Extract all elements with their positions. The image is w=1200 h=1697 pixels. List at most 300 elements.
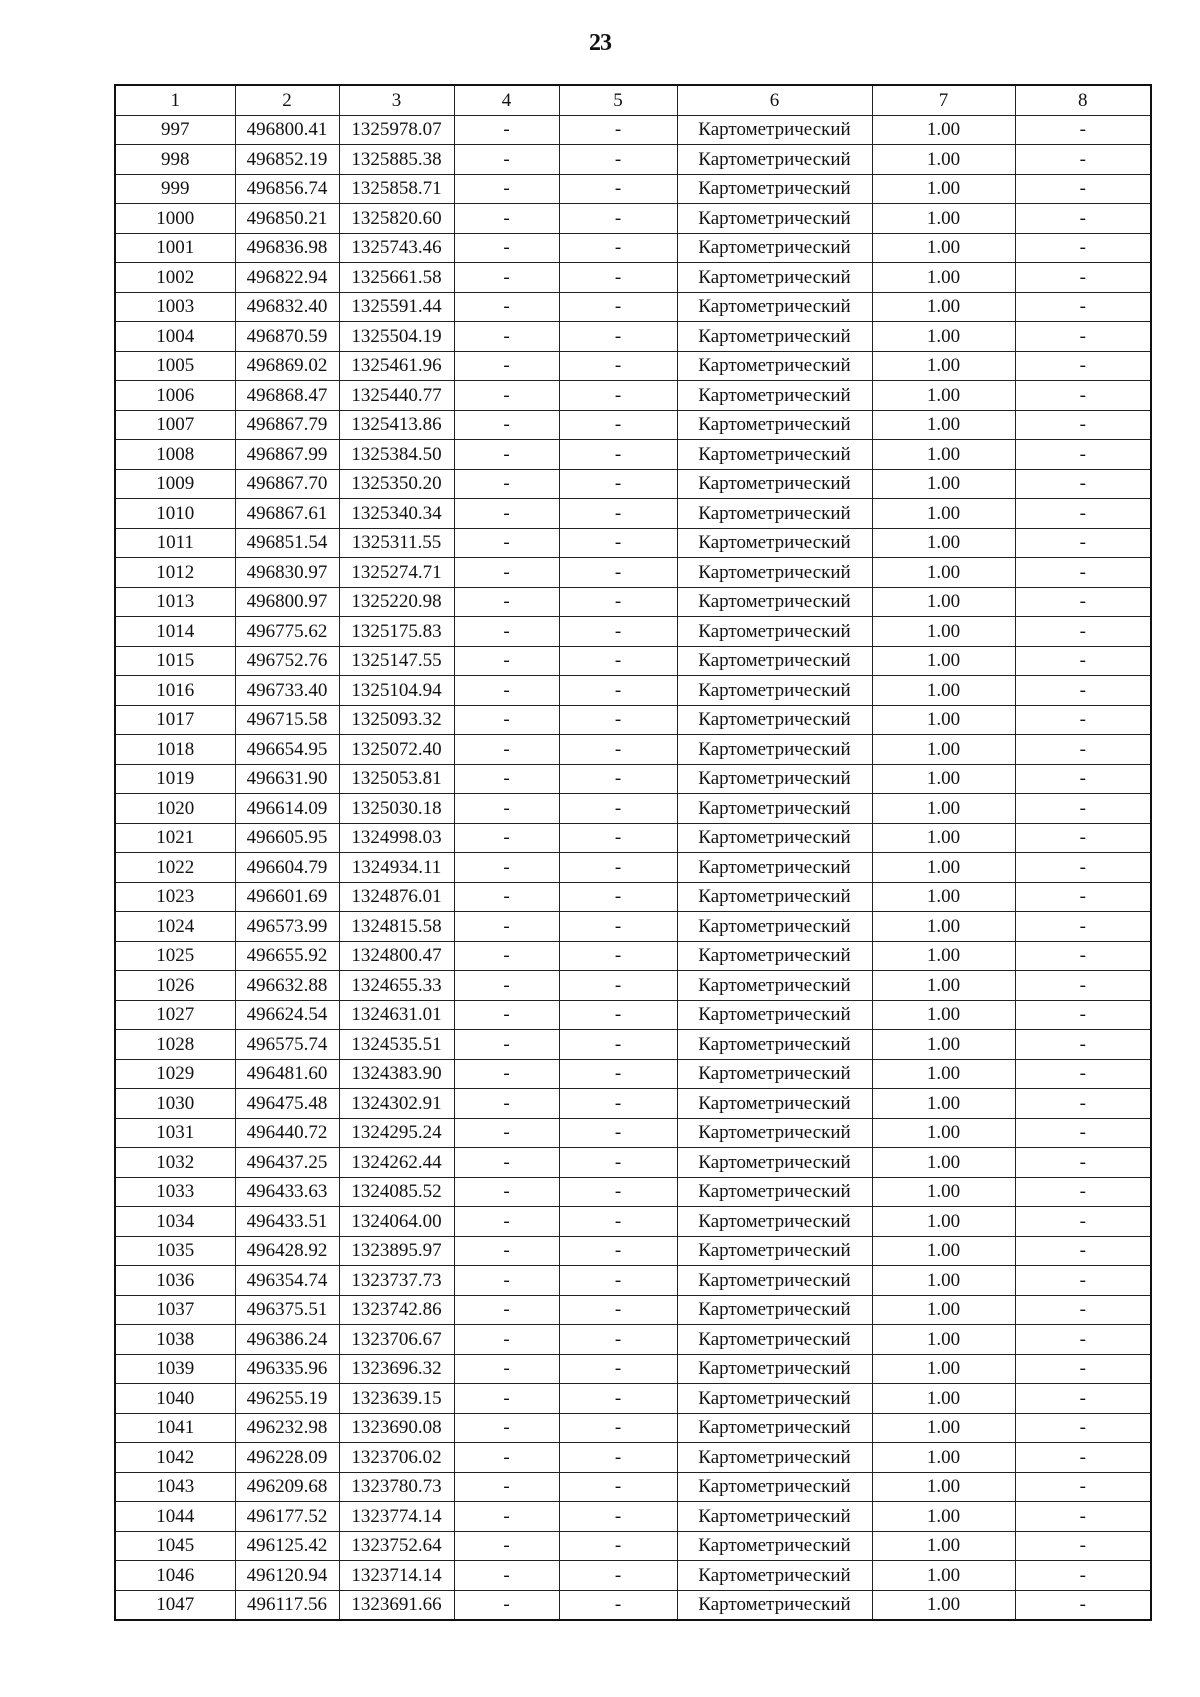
- col4-cell: -: [454, 528, 559, 558]
- point-number-cell: 1032: [115, 1148, 235, 1178]
- point-number-cell: 1002: [115, 263, 235, 293]
- accuracy-cell: 1.00: [872, 823, 1015, 853]
- point-number-cell: 1016: [115, 676, 235, 706]
- table-row: [115, 646, 1151, 676]
- method-cell: Картометрический: [677, 853, 872, 883]
- y-coordinate-cell: 1325093.32: [339, 705, 454, 735]
- x-coordinate-cell: 496433.51: [235, 1207, 339, 1237]
- x-coordinate-cell: 496604.79: [235, 853, 339, 883]
- y-coordinate-cell: 1324815.58: [339, 912, 454, 942]
- col8-cell: -: [1015, 351, 1151, 381]
- table-row: [115, 1207, 1151, 1237]
- x-coordinate-cell: 496335.96: [235, 1354, 339, 1384]
- col8-cell: -: [1015, 1502, 1151, 1532]
- col5-cell: -: [559, 115, 677, 145]
- x-coordinate-cell: 496851.54: [235, 528, 339, 558]
- col5-cell: -: [559, 1148, 677, 1178]
- point-number-cell: 1014: [115, 617, 235, 647]
- method-cell: Картометрический: [677, 115, 872, 145]
- accuracy-cell: 1.00: [872, 410, 1015, 440]
- point-number-cell: 1037: [115, 1295, 235, 1325]
- y-coordinate-cell: 1323895.97: [339, 1236, 454, 1266]
- point-number-cell: 1017: [115, 705, 235, 735]
- accuracy-cell: 1.00: [872, 263, 1015, 293]
- x-coordinate-cell: 496120.94: [235, 1561, 339, 1591]
- y-coordinate-cell: 1325340.34: [339, 499, 454, 529]
- column-header: 5: [559, 85, 677, 115]
- col8-cell: -: [1015, 440, 1151, 470]
- method-cell: Картометрический: [677, 233, 872, 263]
- col4-cell: -: [454, 1325, 559, 1355]
- accuracy-cell: 1.00: [872, 558, 1015, 588]
- col8-cell: -: [1015, 1384, 1151, 1414]
- col4-cell: -: [454, 204, 559, 234]
- point-number-cell: 1038: [115, 1325, 235, 1355]
- point-number-cell: 1047: [115, 1590, 235, 1620]
- column-header: 4: [454, 85, 559, 115]
- point-number-cell: 1044: [115, 1502, 235, 1532]
- accuracy-cell: 1.00: [872, 1030, 1015, 1060]
- method-cell: Картометрический: [677, 617, 872, 647]
- accuracy-cell: 1.00: [872, 174, 1015, 204]
- method-cell: Картометрический: [677, 1148, 872, 1178]
- x-coordinate-cell: 496232.98: [235, 1413, 339, 1443]
- col5-cell: -: [559, 1443, 677, 1473]
- x-coordinate-cell: 496614.09: [235, 794, 339, 824]
- col8-cell: -: [1015, 1531, 1151, 1561]
- table-row: [115, 1354, 1151, 1384]
- accuracy-cell: 1.00: [872, 1354, 1015, 1384]
- col8-cell: -: [1015, 1089, 1151, 1119]
- accuracy-cell: 1.00: [872, 1236, 1015, 1266]
- y-coordinate-cell: 1325175.83: [339, 617, 454, 647]
- method-cell: Картометрический: [677, 794, 872, 824]
- method-cell: Картометрический: [677, 735, 872, 765]
- accuracy-cell: 1.00: [872, 1413, 1015, 1443]
- y-coordinate-cell: 1325885.38: [339, 145, 454, 175]
- col5-cell: -: [559, 469, 677, 499]
- col5-cell: -: [559, 381, 677, 411]
- accuracy-cell: 1.00: [872, 1148, 1015, 1178]
- y-coordinate-cell: 1325461.96: [339, 351, 454, 381]
- col4-cell: -: [454, 1148, 559, 1178]
- col4-cell: -: [454, 853, 559, 883]
- accuracy-cell: 1.00: [872, 676, 1015, 706]
- table-row: [115, 263, 1151, 293]
- point-number-cell: 1021: [115, 823, 235, 853]
- col4-cell: -: [454, 1590, 559, 1620]
- y-coordinate-cell: 1325220.98: [339, 587, 454, 617]
- accuracy-cell: 1.00: [872, 764, 1015, 794]
- x-coordinate-cell: 496870.59: [235, 322, 339, 352]
- table-row: [115, 440, 1151, 470]
- method-cell: Картометрический: [677, 823, 872, 853]
- y-coordinate-cell: 1324631.01: [339, 1000, 454, 1030]
- col4-cell: -: [454, 1030, 559, 1060]
- table-row: [115, 469, 1151, 499]
- method-cell: Картометрический: [677, 912, 872, 942]
- point-number-cell: 1045: [115, 1531, 235, 1561]
- col5-cell: -: [559, 764, 677, 794]
- col4-cell: -: [454, 941, 559, 971]
- y-coordinate-cell: 1324295.24: [339, 1118, 454, 1148]
- col4-cell: -: [454, 292, 559, 322]
- x-coordinate-cell: 496867.61: [235, 499, 339, 529]
- point-number-cell: 1022: [115, 853, 235, 883]
- col4-cell: -: [454, 1443, 559, 1473]
- col4-cell: -: [454, 1502, 559, 1532]
- col5-cell: -: [559, 322, 677, 352]
- point-number-cell: 1009: [115, 469, 235, 499]
- method-cell: Картометрический: [677, 469, 872, 499]
- table-row: [115, 941, 1151, 971]
- method-cell: Картометрический: [677, 1030, 872, 1060]
- accuracy-cell: 1.00: [872, 1443, 1015, 1473]
- x-coordinate-cell: 496852.19: [235, 145, 339, 175]
- point-number-cell: 998: [115, 145, 235, 175]
- y-coordinate-cell: 1325661.58: [339, 263, 454, 293]
- table-row: [115, 1266, 1151, 1296]
- accuracy-cell: 1.00: [872, 1384, 1015, 1414]
- col5-cell: -: [559, 853, 677, 883]
- table-row: [115, 705, 1151, 735]
- x-coordinate-cell: 496375.51: [235, 1295, 339, 1325]
- table-row: [115, 528, 1151, 558]
- col8-cell: -: [1015, 912, 1151, 942]
- point-number-cell: 1033: [115, 1177, 235, 1207]
- table-row: [115, 823, 1151, 853]
- point-number-cell: 1012: [115, 558, 235, 588]
- table-row: [115, 1472, 1151, 1502]
- accuracy-cell: 1.00: [872, 351, 1015, 381]
- col8-cell: -: [1015, 1561, 1151, 1591]
- table-row: [115, 1590, 1151, 1620]
- col5-cell: -: [559, 646, 677, 676]
- col8-cell: -: [1015, 469, 1151, 499]
- point-number-cell: 1007: [115, 410, 235, 440]
- method-cell: Картометрический: [677, 440, 872, 470]
- table-row: [115, 764, 1151, 794]
- x-coordinate-cell: 496177.52: [235, 1502, 339, 1532]
- method-cell: Картометрический: [677, 1118, 872, 1148]
- col8-cell: -: [1015, 646, 1151, 676]
- table-row: [115, 1148, 1151, 1178]
- y-coordinate-cell: 1324876.01: [339, 882, 454, 912]
- point-number-cell: 1019: [115, 764, 235, 794]
- x-coordinate-cell: 496867.99: [235, 440, 339, 470]
- col8-cell: -: [1015, 1207, 1151, 1237]
- y-coordinate-cell: 1325072.40: [339, 735, 454, 765]
- table-row: [115, 617, 1151, 647]
- col5-cell: -: [559, 528, 677, 558]
- point-number-cell: 1030: [115, 1089, 235, 1119]
- table-row: [115, 174, 1151, 204]
- point-number-cell: 1003: [115, 292, 235, 322]
- col8-cell: -: [1015, 705, 1151, 735]
- table-row: [115, 1561, 1151, 1591]
- y-coordinate-cell: 1325413.86: [339, 410, 454, 440]
- method-cell: Картометрический: [677, 410, 872, 440]
- col5-cell: -: [559, 882, 677, 912]
- table-row: [115, 587, 1151, 617]
- col8-cell: -: [1015, 971, 1151, 1001]
- col5-cell: -: [559, 705, 677, 735]
- y-coordinate-cell: 1325820.60: [339, 204, 454, 234]
- y-coordinate-cell: 1323714.14: [339, 1561, 454, 1591]
- y-coordinate-cell: 1325858.71: [339, 174, 454, 204]
- col8-cell: -: [1015, 1177, 1151, 1207]
- accuracy-cell: 1.00: [872, 853, 1015, 883]
- col8-cell: -: [1015, 322, 1151, 352]
- x-coordinate-cell: 496125.42: [235, 1531, 339, 1561]
- col8-cell: -: [1015, 1118, 1151, 1148]
- x-coordinate-cell: 496836.98: [235, 233, 339, 263]
- col5-cell: -: [559, 1030, 677, 1060]
- accuracy-cell: 1.00: [872, 794, 1015, 824]
- col8-cell: -: [1015, 233, 1151, 263]
- col8-cell: -: [1015, 174, 1151, 204]
- col8-cell: -: [1015, 528, 1151, 558]
- col8-cell: -: [1015, 1413, 1151, 1443]
- method-cell: Картометрический: [677, 145, 872, 175]
- method-cell: Картометрический: [677, 941, 872, 971]
- col5-cell: -: [559, 1561, 677, 1591]
- y-coordinate-cell: 1325053.81: [339, 764, 454, 794]
- accuracy-cell: 1.00: [872, 1590, 1015, 1620]
- col4-cell: -: [454, 646, 559, 676]
- method-cell: Картометрический: [677, 499, 872, 529]
- point-number-cell: 1010: [115, 499, 235, 529]
- col4-cell: -: [454, 1472, 559, 1502]
- method-cell: Картометрический: [677, 1354, 872, 1384]
- accuracy-cell: 1.00: [872, 499, 1015, 529]
- table-row: [115, 735, 1151, 765]
- col8-cell: -: [1015, 145, 1151, 175]
- table-row: [115, 1089, 1151, 1119]
- point-number-cell: 1020: [115, 794, 235, 824]
- table-row: [115, 794, 1151, 824]
- col5-cell: -: [559, 263, 677, 293]
- col4-cell: -: [454, 735, 559, 765]
- col5-cell: -: [559, 499, 677, 529]
- point-number-cell: 1040: [115, 1384, 235, 1414]
- col5-cell: -: [559, 351, 677, 381]
- col4-cell: -: [454, 1118, 559, 1148]
- x-coordinate-cell: 496228.09: [235, 1443, 339, 1473]
- col5-cell: -: [559, 1207, 677, 1237]
- accuracy-cell: 1.00: [872, 705, 1015, 735]
- col8-cell: -: [1015, 1000, 1151, 1030]
- point-number-cell: 1034: [115, 1207, 235, 1237]
- column-header: 7: [872, 85, 1015, 115]
- point-number-cell: 1018: [115, 735, 235, 765]
- col5-cell: -: [559, 1413, 677, 1443]
- col8-cell: -: [1015, 587, 1151, 617]
- col8-cell: -: [1015, 1030, 1151, 1060]
- x-coordinate-cell: 496117.56: [235, 1590, 339, 1620]
- method-cell: Картометрический: [677, 646, 872, 676]
- y-coordinate-cell: 1324262.44: [339, 1148, 454, 1178]
- y-coordinate-cell: 1324085.52: [339, 1177, 454, 1207]
- y-coordinate-cell: 1323696.32: [339, 1354, 454, 1384]
- table-row: [115, 853, 1151, 883]
- col8-cell: -: [1015, 499, 1151, 529]
- col4-cell: -: [454, 351, 559, 381]
- table-row: [115, 1118, 1151, 1148]
- col5-cell: -: [559, 204, 677, 234]
- table-row: [115, 1059, 1151, 1089]
- method-cell: Картометрический: [677, 322, 872, 352]
- col4-cell: -: [454, 587, 559, 617]
- table-row: [115, 351, 1151, 381]
- col4-cell: -: [454, 381, 559, 411]
- y-coordinate-cell: 1325384.50: [339, 440, 454, 470]
- y-coordinate-cell: 1323742.86: [339, 1295, 454, 1325]
- column-header: 6: [677, 85, 872, 115]
- table-row: [115, 1000, 1151, 1030]
- table-row: [115, 971, 1151, 1001]
- method-cell: Картометрический: [677, 1236, 872, 1266]
- col4-cell: -: [454, 912, 559, 942]
- table-row: [115, 1030, 1151, 1060]
- col5-cell: -: [559, 174, 677, 204]
- x-coordinate-cell: 496428.92: [235, 1236, 339, 1266]
- table-row: [115, 882, 1151, 912]
- accuracy-cell: 1.00: [872, 145, 1015, 175]
- col4-cell: -: [454, 322, 559, 352]
- col8-cell: -: [1015, 676, 1151, 706]
- point-number-cell: 1026: [115, 971, 235, 1001]
- method-cell: Картометрический: [677, 1000, 872, 1030]
- col5-cell: -: [559, 1354, 677, 1384]
- col5-cell: -: [559, 1502, 677, 1532]
- point-number-cell: 1024: [115, 912, 235, 942]
- method-cell: Картометрический: [677, 971, 872, 1001]
- x-coordinate-cell: 496624.54: [235, 1000, 339, 1030]
- col4-cell: -: [454, 1384, 559, 1414]
- point-number-cell: 1041: [115, 1413, 235, 1443]
- point-number-cell: 1028: [115, 1030, 235, 1060]
- x-coordinate-cell: 496209.68: [235, 1472, 339, 1502]
- y-coordinate-cell: 1325311.55: [339, 528, 454, 558]
- method-cell: Картометрический: [677, 1502, 872, 1532]
- col5-cell: -: [559, 676, 677, 706]
- table-row: [115, 322, 1151, 352]
- x-coordinate-cell: 496475.48: [235, 1089, 339, 1119]
- col5-cell: -: [559, 587, 677, 617]
- point-number-cell: 1036: [115, 1266, 235, 1296]
- point-number-cell: 1042: [115, 1443, 235, 1473]
- col4-cell: -: [454, 1236, 559, 1266]
- col5-cell: -: [559, 823, 677, 853]
- col5-cell: -: [559, 440, 677, 470]
- method-cell: Картометрический: [677, 528, 872, 558]
- col8-cell: -: [1015, 1266, 1151, 1296]
- x-coordinate-cell: 496481.60: [235, 1059, 339, 1089]
- col8-cell: -: [1015, 558, 1151, 588]
- col4-cell: -: [454, 1089, 559, 1119]
- table-row: [115, 499, 1151, 529]
- col4-cell: -: [454, 1531, 559, 1561]
- point-number-cell: 1004: [115, 322, 235, 352]
- accuracy-cell: 1.00: [872, 646, 1015, 676]
- col8-cell: -: [1015, 204, 1151, 234]
- y-coordinate-cell: 1325743.46: [339, 233, 454, 263]
- col5-cell: -: [559, 1384, 677, 1414]
- method-cell: Картометрический: [677, 204, 872, 234]
- table-row: [115, 410, 1151, 440]
- col5-cell: -: [559, 233, 677, 263]
- accuracy-cell: 1.00: [872, 1472, 1015, 1502]
- col5-cell: -: [559, 558, 677, 588]
- point-number-cell: 1029: [115, 1059, 235, 1089]
- accuracy-cell: 1.00: [872, 233, 1015, 263]
- method-cell: Картометрический: [677, 174, 872, 204]
- x-coordinate-cell: 496255.19: [235, 1384, 339, 1414]
- x-coordinate-cell: 496655.92: [235, 941, 339, 971]
- col4-cell: -: [454, 971, 559, 1001]
- table-body: [115, 115, 1151, 1620]
- col8-cell: -: [1015, 1295, 1151, 1325]
- table-row: [115, 381, 1151, 411]
- col5-cell: -: [559, 145, 677, 175]
- accuracy-cell: 1.00: [872, 1325, 1015, 1355]
- col8-cell: -: [1015, 941, 1151, 971]
- y-coordinate-cell: 1323737.73: [339, 1266, 454, 1296]
- col8-cell: -: [1015, 410, 1151, 440]
- point-number-cell: 1011: [115, 528, 235, 558]
- point-number-cell: 1031: [115, 1118, 235, 1148]
- col8-cell: -: [1015, 853, 1151, 883]
- x-coordinate-cell: 496856.74: [235, 174, 339, 204]
- y-coordinate-cell: 1324800.47: [339, 941, 454, 971]
- y-coordinate-cell: 1323780.73: [339, 1472, 454, 1502]
- col8-cell: -: [1015, 794, 1151, 824]
- col5-cell: -: [559, 794, 677, 824]
- y-coordinate-cell: 1323752.64: [339, 1531, 454, 1561]
- method-cell: Картометрический: [677, 1443, 872, 1473]
- point-number-cell: 1000: [115, 204, 235, 234]
- col8-cell: -: [1015, 882, 1151, 912]
- column-header: 1: [115, 85, 235, 115]
- col8-cell: -: [1015, 1354, 1151, 1384]
- accuracy-cell: 1.00: [872, 912, 1015, 942]
- y-coordinate-cell: 1323774.14: [339, 1502, 454, 1532]
- method-cell: Картометрический: [677, 882, 872, 912]
- x-coordinate-cell: 496868.47: [235, 381, 339, 411]
- method-cell: Картометрический: [677, 676, 872, 706]
- col5-cell: -: [559, 1531, 677, 1561]
- y-coordinate-cell: 1325350.20: [339, 469, 454, 499]
- point-number-cell: 1039: [115, 1354, 235, 1384]
- x-coordinate-cell: 496654.95: [235, 735, 339, 765]
- col4-cell: -: [454, 705, 559, 735]
- y-coordinate-cell: 1324655.33: [339, 971, 454, 1001]
- col4-cell: -: [454, 263, 559, 293]
- point-number-cell: 1046: [115, 1561, 235, 1591]
- table-row: [115, 1413, 1151, 1443]
- col8-cell: -: [1015, 263, 1151, 293]
- table-header-row: [115, 85, 1151, 115]
- x-coordinate-cell: 496830.97: [235, 558, 339, 588]
- table-row: [115, 1384, 1151, 1414]
- col5-cell: -: [559, 1089, 677, 1119]
- table-row: [115, 145, 1151, 175]
- y-coordinate-cell: 1325978.07: [339, 115, 454, 145]
- y-coordinate-cell: 1324535.51: [339, 1030, 454, 1060]
- col4-cell: -: [454, 1354, 559, 1384]
- col8-cell: -: [1015, 1590, 1151, 1620]
